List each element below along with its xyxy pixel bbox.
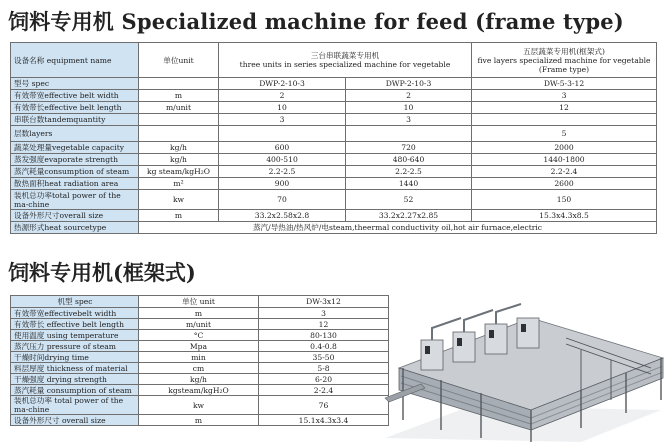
row-unit: kgsteam/kgH₂O [139, 385, 259, 396]
row-unit [139, 126, 219, 142]
row-value: 52 [346, 190, 472, 210]
row-value: 6-20 [259, 374, 389, 385]
row-unit: m [139, 308, 259, 319]
row-label: 型号 spec [11, 78, 139, 90]
row-value: 480-640 [346, 154, 472, 166]
row-unit: m² [139, 178, 219, 190]
row-label: 串联台数tandemquantity [11, 114, 139, 126]
spec-table-vegetable [10, 42, 657, 234]
row-label: 设备外形尺寸overall size [11, 210, 139, 222]
row-value: 600 [219, 142, 346, 154]
row-value: 5 [472, 126, 657, 142]
row-value: 2.2-2.5 [219, 166, 346, 178]
machine-photo [381, 298, 668, 445]
row-value: 2 [219, 90, 346, 102]
row-value: 33.2x2.27x2.85 [346, 210, 472, 222]
row-value: 80-130 [259, 330, 389, 341]
table-row [11, 78, 657, 90]
row-unit: m [139, 210, 219, 222]
page-title-english: 饲料专用机 Specialized machine for feed (frame type) [8, 9, 624, 34]
row-value: 900 [219, 178, 346, 190]
table-row [11, 190, 657, 210]
row-value: 3 [346, 114, 472, 126]
table-row [11, 341, 389, 352]
row-unit: m/unit [139, 319, 259, 330]
header-five-layers [472, 43, 657, 78]
row-label: 料层厚度 thickness of material [11, 363, 139, 374]
row-label: 装机总功率total power of the ma-chine [11, 190, 139, 210]
row-label: 有效带宽effectivebelt width [11, 308, 139, 319]
row-value: 400-510 [219, 154, 346, 166]
row-value: 2.2-2.4 [472, 166, 657, 178]
row-label: 有效带长effective belt length [11, 102, 139, 114]
row-unit: m/unit [139, 102, 219, 114]
row-value: 3 [472, 90, 657, 102]
row-value: 70 [219, 190, 346, 210]
header-unit: 单位unit [139, 43, 219, 78]
row-value: 3 [259, 308, 389, 319]
row-value: 10 [219, 102, 346, 114]
header-equipment-name: 设备名称 equipment name [11, 43, 139, 78]
row-value: 35-50 [259, 352, 389, 363]
row-unit: °C [139, 330, 259, 341]
table-row [11, 319, 389, 330]
header-spec: 机型 spec [11, 296, 139, 308]
table-row [11, 210, 657, 222]
header-five-layers-cn: 五层蔬菜专用机(框架式) [523, 46, 605, 56]
heat-source-label: 热源形式heat sourcetype [11, 222, 139, 234]
table-row [11, 154, 657, 166]
row-value: 720 [346, 142, 472, 154]
table-row [11, 222, 657, 234]
table-row [11, 363, 389, 374]
table-row [11, 396, 389, 415]
row-unit: kg/h [139, 374, 259, 385]
table-row [11, 415, 389, 426]
table-row [11, 374, 389, 385]
row-value: 2600 [472, 178, 657, 190]
row-value [219, 126, 346, 142]
header-three-units [219, 43, 472, 78]
row-value: 1440 [346, 178, 472, 190]
row-value: 15.3x4.3x8.5 [472, 210, 657, 222]
row-label: 散热面积heat radiation area [11, 178, 139, 190]
header-model: DW-3x12 [259, 296, 389, 308]
heat-source-value: 蒸汽/导热油/热风炉/电steam,theermal conductivity oil,hot air furnace,electric [139, 222, 657, 234]
row-value: 1440-1800 [472, 154, 657, 166]
row-unit: kg/h [139, 142, 219, 154]
row-unit: min [139, 352, 259, 363]
table-row [11, 102, 657, 114]
page-title-chinese: 饲料专用机(框架式) [8, 260, 196, 285]
table-row [11, 385, 389, 396]
row-unit: m [139, 90, 219, 102]
row-label: 蒸汽压力 pressure of steam [11, 341, 139, 352]
row-unit: kg/h [139, 154, 219, 166]
row-label: 层数layers [11, 126, 139, 142]
row-value: 10 [346, 102, 472, 114]
row-value: 2.2-2.5 [346, 166, 472, 178]
row-unit [139, 78, 219, 90]
row-label: 蔬菜处理量vegetable capacity [11, 142, 139, 154]
row-value: 12 [472, 102, 657, 114]
table-row [11, 126, 657, 142]
row-value [346, 126, 472, 142]
row-value: 12 [259, 319, 389, 330]
row-unit: kw [139, 396, 259, 415]
row-label: 装机总功率 total power of the ma-chine [11, 396, 139, 415]
row-value: 33.2x2.58x2.8 [219, 210, 346, 222]
spec-table-frame [10, 295, 389, 426]
row-unit: m [139, 415, 259, 426]
row-value: 76 [259, 396, 389, 415]
row-unit: cm [139, 363, 259, 374]
row-label: 蒸发强度evaporate strength [11, 154, 139, 166]
row-unit [139, 114, 219, 126]
table-row [11, 308, 389, 319]
row-label: 设备外形尺寸 overall size [11, 415, 139, 426]
machine-illustration [385, 304, 663, 442]
table-row [11, 352, 389, 363]
row-value: DW-5-3-12 [472, 78, 657, 90]
row-value: DWP-2-10-3 [219, 78, 346, 90]
table-row [11, 178, 657, 190]
row-unit: kw [139, 190, 219, 210]
row-label: 使用温度 using temperature [11, 330, 139, 341]
row-value [472, 114, 657, 126]
row-value: DWP-2-10-3 [346, 78, 472, 90]
row-label: 有效带宽effective belt width [11, 90, 139, 102]
row-value: 150 [472, 190, 657, 210]
row-label: 蒸汽耗量 consumption of steam [11, 385, 139, 396]
row-value: 0.4-0.8 [259, 341, 389, 352]
row-value: 15.1x4.3x3.4 [259, 415, 389, 426]
header-five-layers-en: five layers specialized machine for vegetable (Frame type) [477, 55, 651, 74]
table-row [11, 90, 657, 102]
header-three-units-en: three units in series specialized machine for vegetable [239, 60, 451, 69]
table-row [11, 142, 657, 154]
row-value: 2000 [472, 142, 657, 154]
row-unit: Mpa [139, 341, 259, 352]
row-label: 蒸汽耗量consumption of steam [11, 166, 139, 178]
table-row [11, 114, 657, 126]
table-row [11, 166, 657, 178]
row-label: 干燥时间drying time [11, 352, 139, 363]
row-value: 5-8 [259, 363, 389, 374]
header-unit: 单位 unit [139, 296, 259, 308]
row-label: 干燥强度 drying strength [11, 374, 139, 385]
row-value: 2 [346, 90, 472, 102]
table-row [11, 330, 389, 341]
row-unit: kg steam/kgH₂O [139, 166, 219, 178]
row-value: 2-2.4 [259, 385, 389, 396]
row-label: 有效带长 effective belt length [11, 319, 139, 330]
row-value: 3 [219, 114, 346, 126]
header-three-units-cn: 三台串联蔬菜专用机 [310, 51, 380, 60]
